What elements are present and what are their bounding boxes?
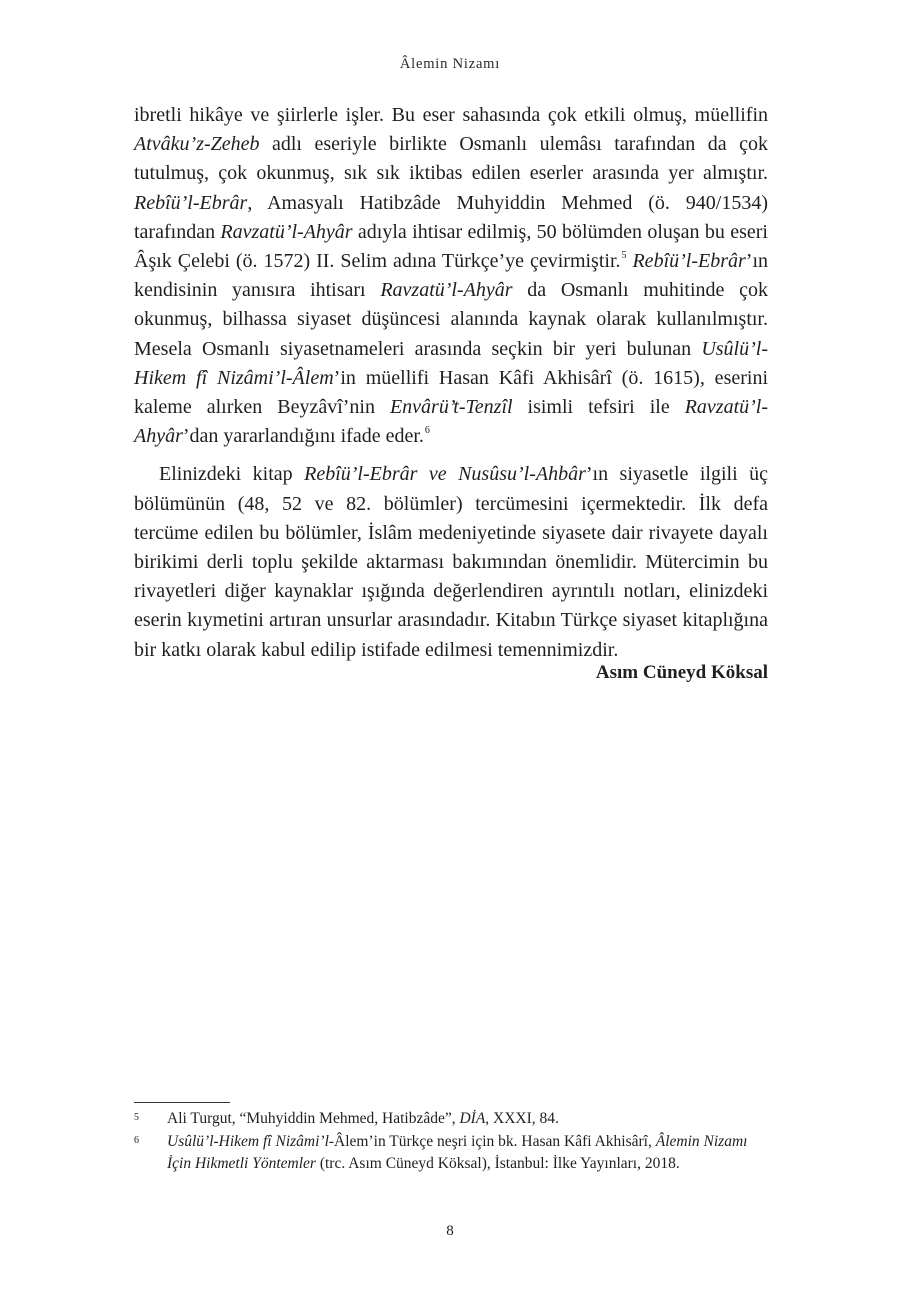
text-run: (trc. Asım Cüneyd Köksal), İstanbul: İlke Yayınları, 2018. xyxy=(315,1155,680,1172)
paragraph-2 xyxy=(134,460,768,664)
text-run: adlı eseriyle birlikte Osmanlı ulemâsı tarafından da çok tutulmuş, çok okunmuş, sık sık iktibas edilen eserler arasında yer almıştır. xyxy=(134,133,768,185)
paragraph-1 xyxy=(134,101,768,451)
footnote-ref-6[interactable]: 6 xyxy=(424,425,430,437)
footnote-divider xyxy=(134,1102,230,1103)
italic-title: Ravzatü’l-Ahyâr xyxy=(380,279,513,302)
running-header: Âlemin Nizamı xyxy=(399,56,501,72)
italic-title: Usûlü’l-Hikem fî Nizâmi’l-Âlem xyxy=(134,337,768,389)
text-run: da Osmanlı muhitinde çok okunmuş, bilhassa siyaset düşüncesi alanında kaynak olarak kullanılmıştır. Mesela Osmanlı siyasetnameleri arasında seçkin bir yeri bulunan xyxy=(134,279,768,360)
text-run: ’dan yararlandığını ifade eder. xyxy=(182,425,424,448)
footnote-text xyxy=(167,1131,768,1176)
text-run: isimli tefsiri ile xyxy=(512,396,685,419)
author-signature: Asım Cüneyd Köksal xyxy=(595,662,768,683)
italic-title: Âlemin Nizamı İçin Hikmetli Yöntemler xyxy=(167,1132,748,1172)
italic-title: Rebîü’l-Ebrâr xyxy=(632,250,746,273)
footnote-number: 6 xyxy=(134,1134,139,1146)
text-run: ’in müellifi Hasan Kâfi Akhisârî (ö. 1615), eserini kaleme alırken Beyzâvî’nin xyxy=(134,366,768,419)
italic-title: Atvâku’z-Zeheb xyxy=(134,133,260,156)
text-run: ibretli hikâye ve şiirlerle işler. Bu eser sahasında çok etkili olmuş, müellifin xyxy=(134,104,768,126)
text-run: ’ın kendisinin yanısıra ihtisarı xyxy=(134,250,768,302)
italic-title: Rebîü’l-Ebrâr ve Nusûsu’l-Ahbâr xyxy=(304,463,586,486)
text-run: ’ın siyasetle ilgili üç bölümünün (48, 52 ve 82. bölümler) tercümesini içermektedir. İlk defa tercüme edilen bu bölümler, İslâm medeniyetinde siyasete dair rivayete dayalı birikimi derli toplu şekilde aktarması bakımından önemlidir. Mütercimin bu rivayetleri diğer kaynaklar ışığında değerlendiren ayrıntılı notları, elinizdeki eserin kıymetini artıran unsurlar arasındadır. Kitabın Türkçe siyaset kitaplığına bir katkı olarak kabul edilip istifade edilmesi temennimizdir. xyxy=(134,463,768,661)
footnote-text xyxy=(167,1108,768,1131)
footnote-6 xyxy=(134,1131,768,1176)
italic-title: Ravzatü’l-Ahyâr xyxy=(134,396,768,448)
text-run: , XXXI, 84. xyxy=(485,1110,559,1127)
italic-title: Ravzatü’l-Ahyâr xyxy=(220,220,353,243)
body-text xyxy=(134,101,768,665)
italic-title: Rebîü’l-Ebrâr xyxy=(134,191,248,214)
text-run: , Amasyalı Hatibzâde Muhyiddin Mehmed (ö. 940/1534) tarafından xyxy=(134,191,768,243)
footnotes xyxy=(134,1108,768,1176)
page-number: 8 xyxy=(446,1223,454,1239)
italic-title: DİA xyxy=(459,1110,486,1127)
text-run: Ali Turgut, “Muhyiddin Mehmed, Hatibzâde”, xyxy=(167,1110,460,1127)
footnote-5 xyxy=(134,1108,768,1131)
text-run: Elinizdeki kitap xyxy=(159,463,305,486)
text-run: Âlem’in Türkçe neşri için bk. Hasan Kâfi Akhisârî, xyxy=(334,1132,656,1150)
footnote-number: 5 xyxy=(134,1112,139,1123)
italic-title: Envârü’t-Tenzîl xyxy=(389,396,513,419)
italic-title: Usûlü’l-Hikem fî Nizâmi’l- xyxy=(167,1132,335,1150)
footnote-ref-5[interactable]: 5 xyxy=(621,250,627,262)
text-run: adıyla ihtisar edilmiş, 50 bölümden oluşan bu eseri Âşık Çelebi (ö. 1572) II. Selim adına Türkçe’ye çevirmiştir. xyxy=(134,220,768,273)
